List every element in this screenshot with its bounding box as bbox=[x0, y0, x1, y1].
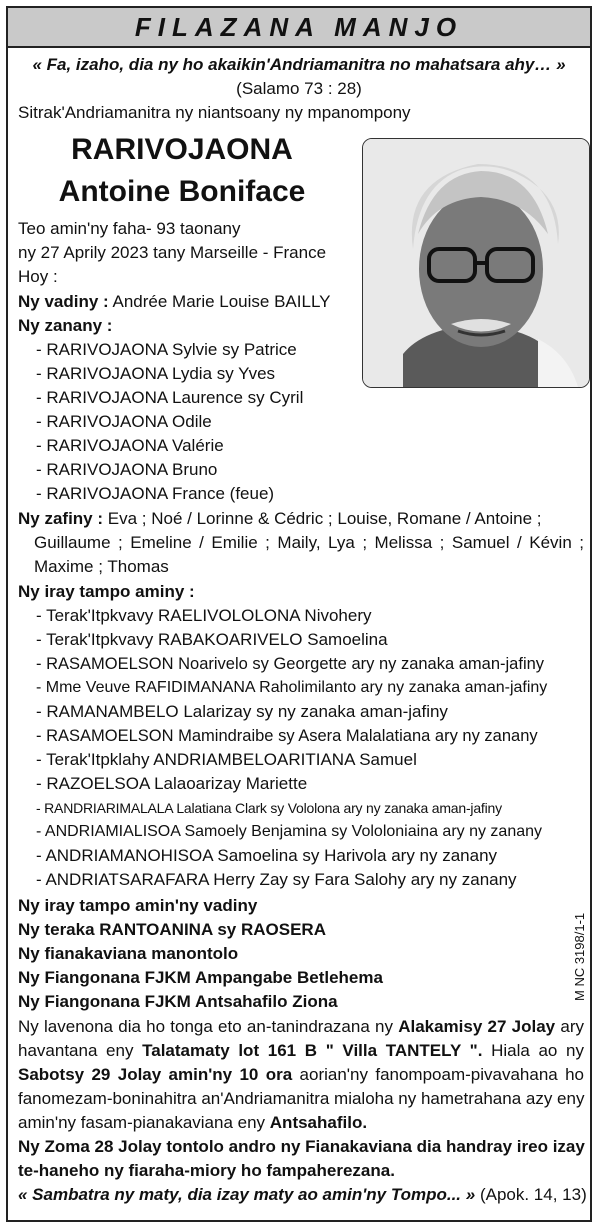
announcement-text: Hiala ao ny bbox=[482, 1041, 584, 1060]
relative-item: - RANDRIARIMALALA Lalatiana Clark sy Vololona ary ny zanaka aman-jafiny bbox=[36, 800, 502, 816]
announcement-line: fanomezam-boninahitra an'Andriamanitra mialoha ny hametrahana azy eny bbox=[18, 1089, 585, 1108]
burial-place: Antsahafilo. bbox=[269, 1113, 368, 1132]
group-line: Ny Fiangonana FJKM Antsahafilo Ziona bbox=[18, 992, 338, 1011]
announcement-line bbox=[18, 1016, 584, 1038]
announcement-text: aorian'ny fanompoam-pivavahana ho bbox=[292, 1065, 584, 1084]
relative-item: - RAMANAMBELO Lalarizay sy ny zanaka aman-jafiny bbox=[36, 702, 448, 721]
detail-line: Teo amin'ny faha- 93 taonany bbox=[18, 219, 241, 238]
child-item: - RARIVOJAONA Bruno bbox=[36, 460, 218, 479]
departure-time: Sabotsy 29 Jolay amin'ny 10 ora bbox=[18, 1065, 293, 1084]
announcement-text: ary bbox=[555, 1017, 584, 1036]
notice-header: FILAZANA MANJO bbox=[8, 8, 590, 48]
footer-quote: « Sambatra ny maty, dia izay maty ao amin'ny Tompo... » bbox=[18, 1185, 476, 1204]
relative-item: - ANDRIATSARAFARA Herry Zay sy Fara Salohy ary ny zanany bbox=[36, 870, 517, 889]
epigraph-reference: (Salamo 73 : 28) bbox=[236, 79, 362, 98]
grandchildren-line bbox=[18, 508, 584, 530]
children-label: Ny zanany : bbox=[18, 316, 113, 335]
detail-line: Hoy : bbox=[18, 267, 58, 286]
child-item: - RARIVOJAONA Sylvie sy Patrice bbox=[36, 340, 297, 359]
announcement-line bbox=[18, 1112, 367, 1134]
grandchildren-label: Ny zafiny : bbox=[18, 509, 104, 528]
reference-code-text: M NC 3198/1-1 bbox=[572, 912, 587, 1001]
child-item: - RARIVOJAONA Valérie bbox=[36, 436, 224, 455]
portrait-image bbox=[363, 139, 589, 387]
child-item: - RARIVOJAONA Odile bbox=[36, 412, 212, 431]
relative-item: - ANDRIAMIALISOA Samoely Benjamina sy Vololoniaina ary ny zanany bbox=[36, 823, 543, 840]
child-item: - RARIVOJAONA Laurence sy Cyril bbox=[36, 388, 304, 407]
deceased-surname: RARIVOJAONA bbox=[71, 133, 293, 166]
detail-line: ny 27 Aprily 2023 tany Marseille - France bbox=[18, 243, 327, 262]
intro-line: Sitrak'Andriamanitra ny niantsoany ny mpanompony bbox=[18, 103, 411, 122]
footer-reference: (Apok. 14, 13) bbox=[479, 1185, 587, 1204]
group-line: Ny teraka RANTOANINA sy RAOSERA bbox=[18, 920, 326, 939]
closing-line: Ny Zoma 28 Jolay tontolo andro ny Fianakaviana dia handray ireo izay bbox=[18, 1137, 585, 1156]
group-line: Ny Fiangonana FJKM Ampangabe Betlehema bbox=[18, 968, 383, 987]
arrival-date: Alakamisy 27 Jolay bbox=[398, 1017, 556, 1036]
relatives-label: Ny iray tampo aminy : bbox=[18, 582, 195, 601]
child-item: - RARIVOJAONA France (feue) bbox=[36, 484, 275, 503]
child-item: - RARIVOJAONA Lydia sy Yves bbox=[36, 364, 276, 383]
deceased-portrait bbox=[362, 138, 590, 388]
relative-item: - Terak'Itpkvavy RABAKOARIVELO Samoelina bbox=[36, 630, 388, 649]
group-line: Ny iray tampo amin'ny vadiny bbox=[18, 896, 258, 915]
footer-verse bbox=[18, 1184, 587, 1206]
house-address: Talatamaty lot 161 B " Villa TANTELY ". bbox=[142, 1041, 483, 1060]
notice-frame bbox=[6, 6, 592, 1222]
announcement-text: havantana eny bbox=[18, 1041, 143, 1060]
relative-item: - Terak'Itpkvavy RAELIVOLOLONA Nivohery bbox=[36, 606, 372, 625]
grandchildren-line: Maxime ; Thomas bbox=[34, 557, 169, 576]
announcement-text: Ny lavenona dia ho tonga eto an-tanindrazana ny bbox=[18, 1017, 399, 1036]
grandchildren-line: Guillaume ; Emeline / Emilie ; Maily, Lya ; Melissa ; Samuel / Kévin ; bbox=[34, 533, 584, 552]
spouse-line bbox=[18, 291, 330, 313]
epigraph-quote: « Fa, izaho, dia ny ho akaikin'Andriamanitra no mahatsara ahy… » bbox=[32, 55, 566, 74]
announcement-text: amin'ny fasam-pianakaviana eny bbox=[18, 1113, 270, 1132]
relative-item: - Mme Veuve RAFIDIMANANA Raholimilanto ary ny zanaka aman-jafiny bbox=[36, 679, 548, 696]
relative-item: - Terak'Itpklahy ANDRIAMBELOARITIANA Samuel bbox=[36, 750, 417, 769]
grandchildren-names: Eva ; Noé / Lorinne & Cédric ; Louise, Romane / Antoine ; bbox=[107, 509, 542, 528]
reference-code bbox=[568, 908, 590, 1003]
announcement-line bbox=[18, 1040, 584, 1062]
relative-item: - RASAMOELSON Mamindraibe sy Asera Malalatiana ary ny zanany bbox=[36, 727, 538, 745]
announcement-line bbox=[18, 1064, 584, 1086]
spouse-value: Andrée Marie Louise BAILLY bbox=[112, 292, 331, 311]
group-line: Ny fianakaviana manontolo bbox=[18, 944, 239, 963]
deceased-given-names: Antoine Boniface bbox=[58, 175, 306, 208]
closing-line: te-haneho ny fiaraha-miory ho fampaherezana. bbox=[18, 1161, 395, 1180]
relative-item: - ANDRIAMANOHISOA Samoelina sy Harivola ary ny zanany bbox=[36, 846, 498, 865]
relative-item: - RAZOELSOA Lalaoarizay Mariette bbox=[36, 774, 308, 793]
spouse-label: Ny vadiny : bbox=[18, 292, 109, 311]
relative-item: - RASAMOELSON Noarivelo sy Georgette ary ny zanaka aman-jafiny bbox=[36, 655, 545, 673]
